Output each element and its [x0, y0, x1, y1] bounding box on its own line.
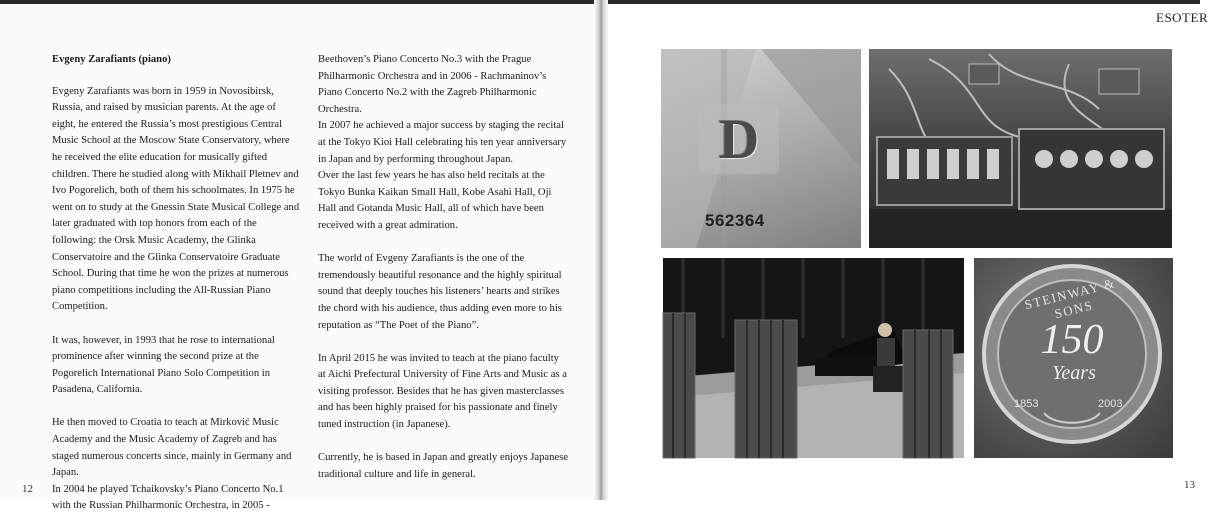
medallion-year-start: 1853: [1014, 398, 1039, 410]
medallion-number: 150: [1040, 317, 1104, 363]
photo-piano-plate: [661, 49, 861, 248]
medallion-word: Years: [1052, 362, 1096, 384]
book-gutter: [594, 0, 608, 500]
paragraph-currently: Currently, he is based in Japan and greatly enjoys Japanese traditional culture and life in general.: [318, 452, 568, 480]
paragraph-world: The world of Evgeny Zarafiants is the one of the tremendously beautiful resonance and the highly spiritual sound that deeply touches his listeners’ hearts and strikes the chord with his audience, thus adding even more to his reputation as “The Poet of the Piano”.: [318, 253, 562, 331]
bio-heading: Evgeny Zarafiants (piano): [52, 54, 171, 65]
page-number-left: 12: [22, 483, 33, 495]
piano-letter: D: [718, 109, 760, 171]
stage-drawing: [663, 258, 964, 458]
photo-steinway-medallion: [974, 258, 1173, 458]
amplifier-drawing: [869, 49, 1172, 248]
page-number-right: 13: [1184, 479, 1195, 491]
left-page: [0, 4, 598, 512]
medallion-brand: STEINWAY & SONS: [1022, 275, 1117, 322]
paragraph-2015: In April 2015 he was invited to teach at the piano faculty at Aichi Prefectural University of Fine Arts and Music as a visiting professor. Besides that he has given masterclasses and has been highly praised for his passionate and finely tuned instruction (in Japanese).: [318, 352, 567, 431]
photo-pianist-stage: [663, 258, 964, 458]
paragraph-international: It was, however, in 1993 that he rose to international prominence after winning the second prize at the Pogorelich International Piano Solo Competition in Pasadena, California.: [52, 334, 275, 396]
paragraph-croatia: He then moved to Croatia to teach at Mirković Music Academy and the Music Academy of Zagreb and has staged numerous concerts since, mainly in Germany and Japan.: [52, 417, 292, 479]
photo-amplifier: [869, 49, 1172, 248]
text-column-2: [318, 52, 568, 483]
paragraph-early-life: Evgeny Zarafiants was born in 1959 in Novosibirsk, Russia, and raised by musician parents. At the age of eight, he entered the Russia’s most prestigious Central Music School at the Moscow State Conservatory, where he received the elite education for musically gifted children. There he studied along with Mikhail Pletnev and Ivo Pogorelich, both of them his schoolmates. In 1975 he went on to study at the Gnessin State Musical College and later graduated with top honors from each of the following: the Orsk Music Academy, the Glinka Conservatoire and the Glinka Conservatoire Graduate School. During that time he won the prizes at numerous piano competitions including the All-Russian Piano Competition.: [52, 85, 300, 313]
paragraph-concertos: Beethoven’s Piano Concerto No.3 with the Prague Philharmonic Orchestra and in 2006 - Rachmaninov’s Piano Concerto No.2 with the Zagreb Philharmonic Orchestra.: [318, 54, 547, 115]
text-column-1: [52, 52, 302, 515]
paragraph-recitals: Over the last few years he has also held recitals at the Tokyo Bunka Kaikan Small Hall, Kobe Asahi Hall, Oji Hall and Gotanda Music Hall, all of which have been received with a great admiration.: [318, 170, 552, 231]
medallion-year-end: 2003: [1098, 398, 1123, 410]
esoteric-logo: ESOTER: [1156, 10, 1208, 25]
piano-serial-number: 562364: [705, 211, 765, 230]
paragraph-2004: In 2004 he played Tchaikovsky’s Piano Concerto No.1 with the Russian Philharmonic Orchestra, in 2005 -: [52, 483, 284, 512]
paragraph-2007: In 2007 he achieved a major success by staging the recital at the Tokyo Kioi Hall celebrating his ten year anniversary in Japan and by performing throughout Japan.: [318, 120, 567, 165]
